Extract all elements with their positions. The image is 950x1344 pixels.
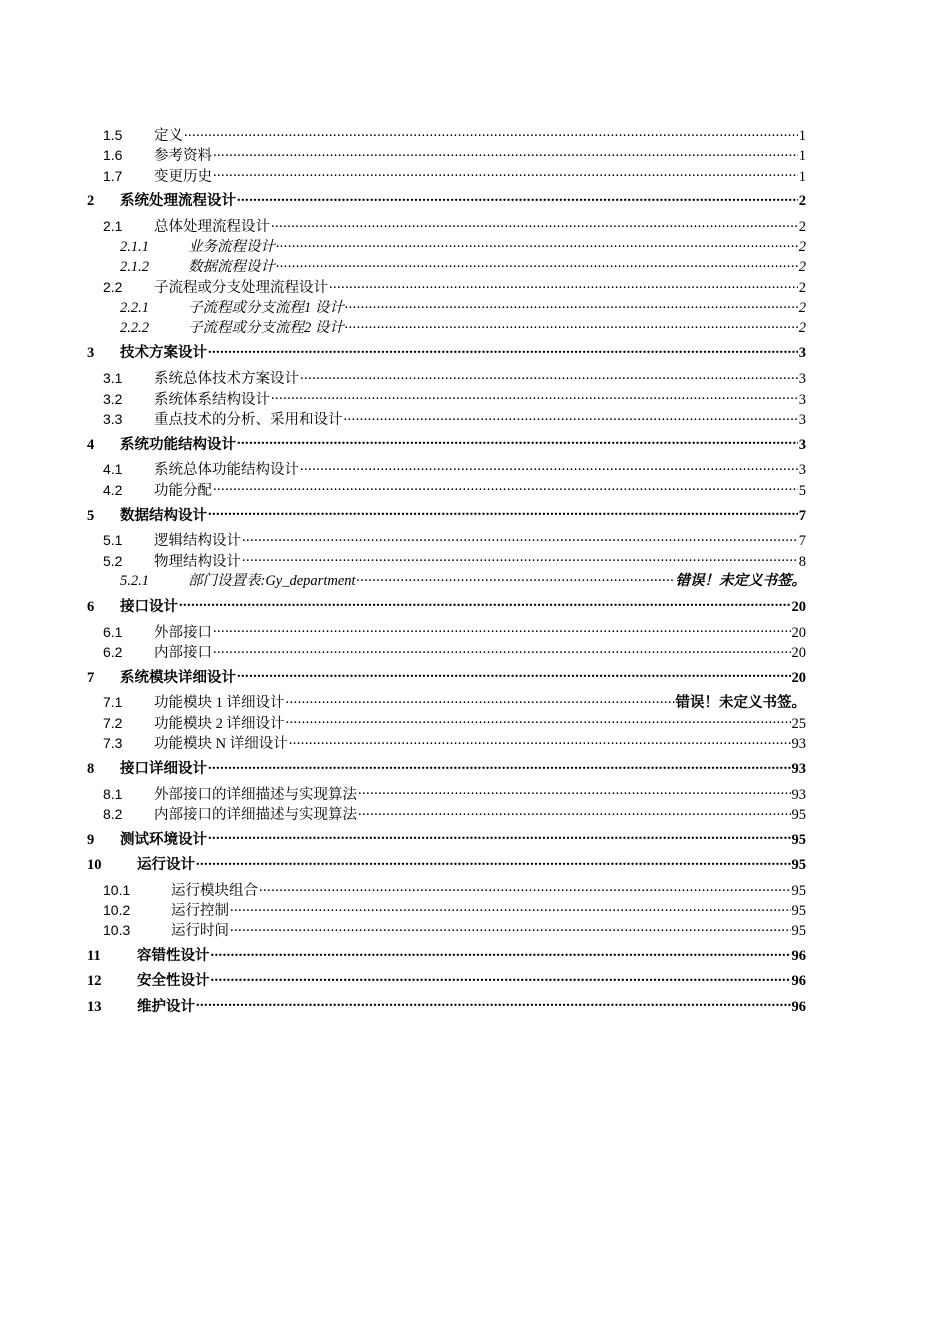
toc-entry-number: 3.1 bbox=[103, 370, 123, 387]
toc-entry[interactable] bbox=[87, 713, 806, 733]
toc-entry[interactable] bbox=[87, 125, 806, 145]
toc-entry[interactable] bbox=[87, 166, 806, 186]
toc-entry-number: 3.3 bbox=[103, 410, 123, 427]
toc-page-number: 95 bbox=[791, 831, 806, 848]
toc-entry[interactable] bbox=[87, 784, 806, 804]
toc-dot-leader bbox=[213, 642, 791, 657]
toc-entry-title: 逻辑结构设计 bbox=[154, 533, 241, 550]
toc-entry-number: 10.2 bbox=[103, 902, 131, 919]
toc-entry[interactable] bbox=[87, 733, 806, 753]
toc-page-number: 1 bbox=[798, 168, 806, 185]
toc-entry[interactable] bbox=[87, 480, 806, 500]
toc-page-number: 20 bbox=[791, 644, 806, 661]
toc-entry-number: 10.3 bbox=[103, 922, 131, 939]
toc-page-number: 3 bbox=[798, 345, 806, 362]
toc-entry[interactable] bbox=[87, 971, 806, 991]
toc-page-number: 3 bbox=[798, 391, 806, 408]
toc-dot-leader bbox=[271, 217, 798, 232]
toc-entry-title: 测试环境设计 bbox=[120, 831, 207, 848]
toc-entry-title: 接口设计 bbox=[120, 598, 178, 615]
toc-entry-title: 系统体系结构设计 bbox=[154, 391, 270, 408]
toc-entry-number: 6 bbox=[87, 598, 95, 615]
toc-entry-number: 1.6 bbox=[103, 147, 123, 164]
toc-entry-number: 2 bbox=[87, 193, 95, 210]
toc-dot-leader bbox=[208, 758, 791, 773]
toc-dot-leader bbox=[230, 921, 791, 936]
toc-entry-number: 2.1.1 bbox=[120, 238, 149, 255]
toc-entry[interactable] bbox=[87, 758, 806, 778]
toc-entry-number: 7.2 bbox=[103, 714, 123, 731]
toc-entry-title: 外部接口 bbox=[154, 624, 212, 641]
toc-dot-leader bbox=[213, 480, 798, 495]
toc-entry-title: 重点技术的分析、采用和设计 bbox=[154, 411, 343, 428]
toc-page-number: 96 bbox=[791, 948, 806, 965]
toc-entry-title: 系统模块详细设计 bbox=[120, 669, 236, 686]
toc-dot-leader bbox=[259, 880, 791, 895]
toc-entry[interactable] bbox=[87, 880, 806, 900]
toc-entry[interactable] bbox=[87, 692, 806, 712]
toc-entry-title: 数据结构设计 bbox=[120, 507, 207, 524]
toc-entry[interactable] bbox=[87, 459, 806, 479]
toc-entry-number: 5.2.1 bbox=[120, 573, 149, 590]
toc-entry-title: 子流程或分支流程1 设计 bbox=[188, 299, 344, 316]
toc-entry-title: 运行设计 bbox=[137, 857, 195, 873]
toc-entry[interactable] bbox=[87, 368, 806, 388]
toc-entry-title: 运行模块组合 bbox=[171, 882, 258, 899]
toc-dot-leader bbox=[329, 278, 798, 293]
toc-entry-number: 3.2 bbox=[103, 390, 123, 407]
toc-entry-title: 系统功能结构设计 bbox=[120, 436, 236, 453]
toc-entry-title: 内部接口的详细描述与实现算法 bbox=[154, 806, 357, 823]
toc-page-number: 20 bbox=[791, 598, 806, 615]
toc-entry[interactable] bbox=[87, 191, 806, 211]
toc-entry-number: 4 bbox=[87, 436, 95, 453]
toc-entry-title: 定义 bbox=[154, 128, 183, 144]
toc-entry-title: 功能分配 bbox=[154, 482, 212, 499]
toc-page-number: 95 bbox=[791, 903, 806, 920]
toc-entry-number: 10.1 bbox=[103, 881, 131, 898]
toc-page-number: 2 bbox=[798, 259, 806, 276]
toc-entry-number: 6.1 bbox=[103, 623, 123, 640]
toc-entry[interactable] bbox=[87, 996, 806, 1016]
toc-entry[interactable] bbox=[87, 946, 806, 966]
toc-dot-leader bbox=[213, 166, 798, 181]
toc-entry[interactable] bbox=[87, 596, 806, 616]
toc-dot-leader bbox=[242, 551, 798, 566]
toc-dot-leader bbox=[286, 693, 675, 708]
toc-entry-number: 2.2.1 bbox=[120, 299, 149, 316]
toc-entry-number: 3 bbox=[87, 345, 95, 362]
toc-dot-leader bbox=[213, 146, 798, 161]
toc-entry[interactable] bbox=[87, 667, 806, 687]
toc-entry-title: 功能模块 N 详细设计 bbox=[154, 736, 288, 753]
toc-entry-number: 9 bbox=[87, 831, 95, 848]
toc-entry-title: 功能模块 1 详细设计 bbox=[154, 695, 285, 712]
toc-dot-leader bbox=[237, 667, 791, 682]
toc-entry[interactable] bbox=[87, 297, 806, 317]
toc-error-message: 错误！未定义书签。 bbox=[675, 573, 806, 590]
toc-page-number: 8 bbox=[798, 553, 806, 570]
toc-entry-title: 部门设置表:Gy_department bbox=[188, 573, 356, 590]
toc-page-number: 1 bbox=[798, 148, 806, 165]
toc-page-number: 96 bbox=[791, 973, 806, 990]
toc-dot-leader bbox=[237, 191, 798, 206]
toc-entry-title: 运行控制 bbox=[171, 903, 229, 920]
toc-dot-leader bbox=[344, 409, 798, 424]
toc-page-number: 5 bbox=[798, 482, 806, 499]
toc-entry-title: 安全性设计 bbox=[137, 973, 210, 990]
toc-page-number: 7 bbox=[798, 507, 806, 524]
toc-dot-leader bbox=[286, 713, 791, 728]
toc-dot-leader bbox=[276, 257, 798, 272]
toc-entry-number: 4.2 bbox=[103, 481, 123, 498]
toc-page-number: 95 bbox=[791, 882, 806, 899]
toc-entry[interactable] bbox=[87, 318, 806, 338]
toc-dot-leader bbox=[242, 531, 798, 546]
toc-entry[interactable] bbox=[87, 551, 806, 571]
toc-entry-title: 数据流程设计 bbox=[188, 259, 275, 276]
toc-entry-number: 2.2.2 bbox=[120, 320, 149, 337]
toc-page-number: 93 bbox=[791, 736, 806, 753]
toc-entry-title: 变更历史 bbox=[154, 168, 212, 185]
toc-page-number: 2 bbox=[798, 193, 806, 210]
toc-dot-leader bbox=[213, 622, 791, 637]
toc-entry-number: 12 bbox=[87, 973, 102, 990]
toc-entry-title: 物理结构设计 bbox=[154, 553, 241, 570]
toc-entry-title: 容错性设计 bbox=[137, 948, 210, 965]
toc-entry[interactable] bbox=[87, 804, 806, 824]
toc-dot-leader bbox=[276, 236, 798, 251]
toc-entry[interactable] bbox=[87, 277, 806, 297]
toc-entry-title: 内部接口 bbox=[154, 644, 212, 661]
toc-entry[interactable] bbox=[87, 920, 806, 940]
toc-dot-leader bbox=[358, 804, 791, 819]
toc-dot-leader bbox=[271, 389, 798, 404]
toc-entry-title: 子流程或分支处理流程设计 bbox=[154, 280, 328, 297]
toc-entry[interactable] bbox=[87, 216, 806, 236]
toc-dot-leader bbox=[179, 596, 791, 611]
toc-entry[interactable] bbox=[87, 257, 806, 277]
toc-entry-title: 功能模块 2 详细设计 bbox=[154, 715, 285, 732]
toc-page-number: 2 bbox=[798, 320, 806, 337]
toc-dot-leader bbox=[358, 784, 791, 799]
toc-dot-leader bbox=[184, 126, 798, 141]
toc-entry[interactable] bbox=[87, 900, 806, 920]
toc-entry-title: 业务流程设计 bbox=[188, 238, 275, 255]
toc-entry-number: 1.5 bbox=[103, 127, 123, 143]
toc-entry-title: 子流程或分支流程2 设计 bbox=[188, 320, 344, 337]
table-of-contents bbox=[87, 125, 806, 1022]
toc-entry-number: 1.7 bbox=[103, 167, 123, 184]
toc-page-number: 2 bbox=[798, 219, 806, 236]
toc-entry[interactable] bbox=[87, 343, 806, 363]
toc-entry-title: 参考资料 bbox=[154, 148, 212, 165]
toc-page-number: 93 bbox=[791, 760, 806, 777]
toc-entry-number: 2.1.2 bbox=[120, 259, 149, 276]
toc-entry-number: 2.1 bbox=[103, 218, 123, 235]
toc-entry-title: 系统总体技术方案设计 bbox=[154, 371, 299, 388]
toc-entry-title: 运行时间 bbox=[171, 923, 229, 940]
toc-dot-leader bbox=[300, 369, 798, 384]
toc-dot-leader bbox=[211, 946, 791, 961]
toc-entry[interactable] bbox=[87, 642, 806, 662]
toc-page-number: 3 bbox=[798, 436, 806, 453]
toc-dot-leader bbox=[357, 571, 675, 586]
toc-entry-title: 系统总体功能结构设计 bbox=[154, 462, 299, 479]
toc-page-number: 2 bbox=[798, 238, 806, 255]
toc-page-number: 7 bbox=[798, 533, 806, 550]
toc-page-number: 2 bbox=[798, 280, 806, 297]
toc-entry[interactable] bbox=[87, 389, 806, 409]
toc-entry-title: 总体处理流程设计 bbox=[154, 219, 270, 236]
toc-entry-number: 11 bbox=[87, 948, 101, 965]
toc-entry-title: 维护设计 bbox=[137, 998, 195, 1015]
toc-page-number: 95 bbox=[791, 923, 806, 940]
toc-page-number: 93 bbox=[791, 786, 806, 803]
toc-entry[interactable] bbox=[87, 145, 806, 165]
toc-dot-leader bbox=[237, 434, 798, 449]
toc-dot-leader bbox=[300, 460, 798, 475]
toc-entry-number: 8 bbox=[87, 760, 95, 777]
toc-entry-number: 5.1 bbox=[103, 532, 123, 549]
toc-dot-leader bbox=[230, 901, 791, 916]
toc-entry[interactable] bbox=[87, 855, 806, 875]
toc-dot-leader bbox=[289, 734, 791, 749]
toc-page-number: 25 bbox=[791, 715, 806, 732]
toc-entry-number: 7.1 bbox=[103, 694, 123, 711]
toc-dot-leader bbox=[208, 505, 798, 520]
toc-page-number: 95 bbox=[791, 806, 806, 823]
toc-page-number: 20 bbox=[791, 624, 806, 641]
toc-entry-number: 5.2 bbox=[103, 552, 123, 569]
toc-entry-number: 6.2 bbox=[103, 643, 123, 660]
toc-page-number: 3 bbox=[798, 371, 806, 388]
toc-entry-number: 8.2 bbox=[103, 805, 123, 822]
toc-entry[interactable] bbox=[87, 530, 806, 550]
toc-entry[interactable] bbox=[87, 829, 806, 849]
toc-entry-number: 4.1 bbox=[103, 461, 123, 478]
toc-page-number: 95 bbox=[791, 857, 806, 873]
toc-dot-leader bbox=[196, 996, 791, 1011]
toc-entry[interactable] bbox=[87, 571, 806, 591]
toc-entry-title: 系统处理流程设计 bbox=[120, 193, 236, 210]
toc-page-number: 3 bbox=[798, 462, 806, 479]
toc-dot-leader bbox=[345, 318, 798, 333]
toc-entry[interactable] bbox=[87, 409, 806, 429]
toc-page-number: 96 bbox=[791, 998, 806, 1015]
toc-dot-leader bbox=[208, 343, 798, 358]
toc-entry[interactable] bbox=[87, 505, 806, 525]
toc-entry-number: 7 bbox=[87, 669, 95, 686]
toc-entry[interactable] bbox=[87, 236, 806, 256]
toc-entry-number: 10 bbox=[87, 857, 102, 873]
toc-page-number: 20 bbox=[791, 669, 806, 686]
toc-entry-number: 5 bbox=[87, 507, 95, 524]
toc-entry[interactable] bbox=[87, 622, 806, 642]
toc-page-number: 2 bbox=[798, 299, 806, 316]
toc-entry-title: 技术方案设计 bbox=[120, 345, 207, 362]
toc-entry-number: 13 bbox=[87, 998, 102, 1015]
toc-dot-leader bbox=[345, 297, 798, 312]
toc-entry-title: 接口详细设计 bbox=[120, 760, 207, 777]
toc-dot-leader bbox=[208, 829, 791, 844]
toc-dot-leader bbox=[196, 855, 791, 870]
toc-dot-leader bbox=[211, 971, 791, 986]
toc-entry-title: 外部接口的详细描述与实现算法 bbox=[154, 786, 357, 803]
toc-page-number: 1 bbox=[798, 128, 806, 144]
toc-entry[interactable] bbox=[87, 434, 806, 454]
toc-entry-number: 7.3 bbox=[103, 735, 123, 752]
toc-entry-number: 8.1 bbox=[103, 785, 123, 802]
toc-page-number: 3 bbox=[798, 411, 806, 428]
toc-entry-number: 2.2 bbox=[103, 279, 123, 296]
toc-error-message: 错误！未定义书签。 bbox=[675, 695, 806, 712]
